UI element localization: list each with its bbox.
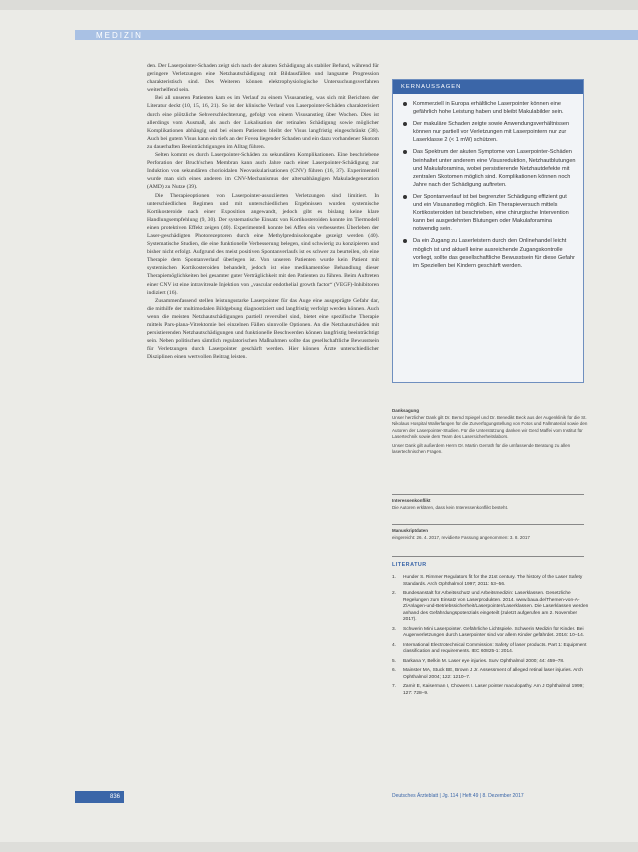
acknowledgement-label: Danksagung <box>392 408 420 413</box>
reference-item: 6. Mainster MA, Stuck BE, Brown J Jr. Assessment of alleged retinal laser injuries. Arch Ophthalmol 2004; 122: 1210–7. <box>392 668 583 680</box>
page-number: 836 <box>75 791 124 803</box>
manuscript-block <box>392 528 592 541</box>
journal-footer: Deutsches Ärzteblatt | Jg. 114 | Heft 49 | 8. Dezember 2017 <box>392 793 524 799</box>
paragraph: den. Der Laserpointer-Schaden zeigt sich nach der akuten Schädigung als stabiler Befund, während für geringere Verletzungen eine Netzhautschädigung mit Bildausfällen und langsame Progression charakteristisch sind. Des Weiteren können elektrophysiologische Untersuchungsverfahren weiterhelfend sein. <box>147 63 379 94</box>
paragraph: Die Therapieoptionen von Laserpointer-assoziierten Verletzungen sind limitiert. In unterschiedlichen Regimen und mit unterschiedlichen Ergebnissen wurden systemische Kortikosteroide nach einer Exposition angewandt, jedoch gibt es bislang keine klare Handlungsempfehlung (9, 30). Der systematische Einsatz von Kortikosteroiden konnte im Tiermodell einen protektiven Effekt zeigen (40). Experimentell konnte bei Affen ein verbessertes Überleben der Laser-geschädigten Photorezeptoren durch eine Methylprednisolongabe gezeigt werden (40). Systematische Studien, die eine funktionelle Verbesserung belegen, sind schwierig zu konzipieren und bisher nicht erfolgt. Aufgrund des meist positiven Spontanverlaufs ist es schwer zu beurteilen, ob eine Therapie dem Spontanverlauf überlegen ist. Von unseren Patienten wurde kein Patient mit systemischen Kortikosteroiden behandelt, jedoch ist eine medikamentöse Behandlung dieser Therapiemöglichkeiten bei gesamter guter Verträglichkeit mit den Patienten zu führen. Beim Auftreten einer CNV ist eine intravitreale Injektion von „vascular endothelial growth factor“ (VEGF)-Inhibitoren indiziert (16). <box>147 192 379 296</box>
key-messages-box <box>392 79 584 383</box>
key-message-item: Der makuläre Schaden zeigte sowie Anwendungsverhältnissen können nur partiell vor Verletzungen mit Laserpointern nur zur Laserklasse 2 (< 1 mW) schützen. <box>403 120 577 144</box>
acknowledgement-text: Unser herzlicher Dank gilt Dr. Bernd Spiegel und Dr. Benedikt Beck aus der Augenklinik für die St. Nikolaus Hospital Wallerfangen für die Zurverfügungstellung von Fotos und Fallmaterial sowie den Autoren der Laserpointer-Studien. Für die Unterstützung danken wir Gerd Maffei vom Institut für Lasertechnik sowie dem Team des Lasersicherheitslabors. <box>392 415 588 439</box>
section-header-band <box>75 30 638 40</box>
reference-item: 7. Zamir E, Kaiserman I, Chowers I. Laser pointer maculopathy. Am J Ophthalmol 1999; 127: 728–9. <box>392 684 584 696</box>
key-message-item: Da ein Zugang zu Laserleistern durch den Onlinehandel leicht möglich ist und aktuell keine ausreichende Zugangskontrolle vorliegt, sollte das gesellschaftliche Bewusstsein für diese Gefahr im Speziellen bei Kindern geschärft werden. <box>403 237 577 269</box>
bullet-icon <box>403 122 407 126</box>
key-message-item: Kommerziell in Europa erhältliche Laserpointer können eine gefährlich hohe Leistung haben und bleibt Makulabilder sein. <box>403 100 577 116</box>
main-text-column <box>147 62 379 782</box>
bullet-icon <box>403 102 407 106</box>
literature-list <box>392 575 592 700</box>
manuscript-text: eingereicht: 26. 4. 2017, revidierte Fassung angenommen: 3. 8. 2017 <box>392 535 530 541</box>
conflict-text: Die Autoren erklären, dass kein Interessenkonflikt besteht. <box>392 505 509 511</box>
reference-item: 5. Barkana Y, Belkin M. Laser eye injuries. Surv Ophthalmol 2000; 44: 459–78. <box>392 658 565 664</box>
section-label: MEDIZIN <box>96 31 143 40</box>
reference-item: 3. Schwerin Mini Laserpointer. Gefährliche Lichtspiele. Schwerin Medizin für Kinder. Bei Augenverletzungen durch Laserpointer sind vor allem Kinder gefährdet. 2016: 10–14. <box>392 626 585 638</box>
bullet-icon <box>403 195 407 199</box>
bullet-icon <box>403 150 407 154</box>
paragraph: Bei all unseren Patienten kam es im Verlauf zu einem Visusanstieg, was sich mit Berichten der Literatur deckt (10, 15, 16, 21). So ist der klinische Verlauf von Laserpointer-Schäden charakterisiert durch eine plötzliche Sehverschlechterung, gefolgt von einem Visusanstieg über Wochen. Dies ist allerdings vom Ausmaß, als auch der Lokalisation der retinalen Schädigung sowie möglicher Komplikationen abhängig und bei einem Patienten bleibt der Visus langfristig eingeschränkt (38). Auch bei gutem Visus kann ein tiefs an der Fovea liegender Schaden und ein dazu vorhandener Skotom zu dauerhaften Beeinträchtigungen im Alltag führen. <box>147 95 379 150</box>
manuscript-label: Manuskriptdaten <box>392 528 429 533</box>
key-messages-list <box>393 100 583 270</box>
divider <box>392 556 584 557</box>
reference-item: 1. Hunder S. Rimmer Regulators fit for the 21st century. The history of the Laser Safety Standards. Arch Ophthalmol 1997; 2011: 53–56. <box>392 575 583 587</box>
acknowledgement-extra: Unser Dank gilt außerdem Herrn Dr. Martin Gerrath für die umfassende Beratung zu allen lasertechnischen Fragen. <box>392 443 571 455</box>
key-message-item: Der Spontanverlauf ist bei begrenzter Schädigung effizient gut und ein Visusanstieg möglich. Ein Therapieversuch mittels Kortikosteroiden ist beschrieben, eine chirurgische Intervention kann bei ausgedehnten Blutungen oder Makulaforamina notwendig sein. <box>403 193 577 233</box>
literature-title: LITERATUR <box>392 562 427 568</box>
conflict-block <box>392 498 592 511</box>
acknowledgement-block <box>392 408 592 455</box>
reference-item: 4. International Electrotechnical Commission: Safety of laser products. Part 1: Equipment classification and requirements. IEC 60825-1: 2014. <box>392 642 587 654</box>
scan-edge-bottom <box>0 842 638 852</box>
key-message-item: Das Spektrum der akuten Symptome von Laserpointer-Schäden beinhaltet unter anderem eine Visusreduktion, Netzhautblutungen und Makulaforamina, wobei persistierende Netzhautdefekte mit zentralen Skotomen möglich sind. Komplikationen können noch Jahre nach der Schädigung auftreten. <box>403 148 577 188</box>
conflict-label: Interessenkonflikt <box>392 498 431 503</box>
key-messages-title: KERNAUSSAGEN <box>393 80 583 94</box>
divider <box>392 494 584 495</box>
reference-item: 2. Bundesanstalt für Arbeitsschutz und Arbeitsmedizin: Laserklassen. Gesetzliche Regelungen zum Einsatz von Laserprodukten. 2014. www.baua.de/Themen-von-A-Z/Anlagen-und-Betriebssicherheit/Laserpointer/Laserklassen. Die Laserklassen werden anhand des Gefährdungspotenzials eingeteilt (zuletzt aufgerufen am 2. November 2017). <box>392 591 589 622</box>
paragraph: Selten kommt es durch Laserpointer-Schäden zu sekundären Komplikationen. Eine beschriebene Perforation der Bruch'schen Membran kann auch Jahre nach einer Laserpointer-Schädigung zur Induktion von sekundären chorioidalen Neovaskularisationen (CNV) führen (16, 37). Experimentell wurde man sich eines anderen im CNV-Mechanismus der altersabhängigen Makuladegeneration (AMD) zu Nutze (39). <box>147 152 379 191</box>
scan-edge-top <box>0 0 638 10</box>
divider <box>392 524 584 525</box>
bullet-icon <box>403 239 407 243</box>
paragraph: Zusammenfassend stellen leistungsstarke Laserpointer für das Auge eine ausgeprägte Gefahr dar, die mithilfe der multimodalen Bildgebung diagnostiziert und langfristig verfolgt werden können. Auch wenn die meisten Netzhautschädigungen partiell reversibel sind, bietet eine spezifische Therapie mittels Pars-plana-Vitrektomie bei einzelnen Fällen sinnvolle Optionen. An die Netzhautschäden mit persistierenden Netzhautschädigungen und funktionelle Beschwerden können langfristig beeinträchtigt sein. Neben politischen sämtlich regulatorischen Maßnahmen sollte das gesellschaftliche Bewusstsein für Verletzungen durch Laserpointer geschärft werden. Hier können Ärzte unterschiedlicher Disziplinen einen wertvollen Beitrag leisten. <box>147 297 379 361</box>
